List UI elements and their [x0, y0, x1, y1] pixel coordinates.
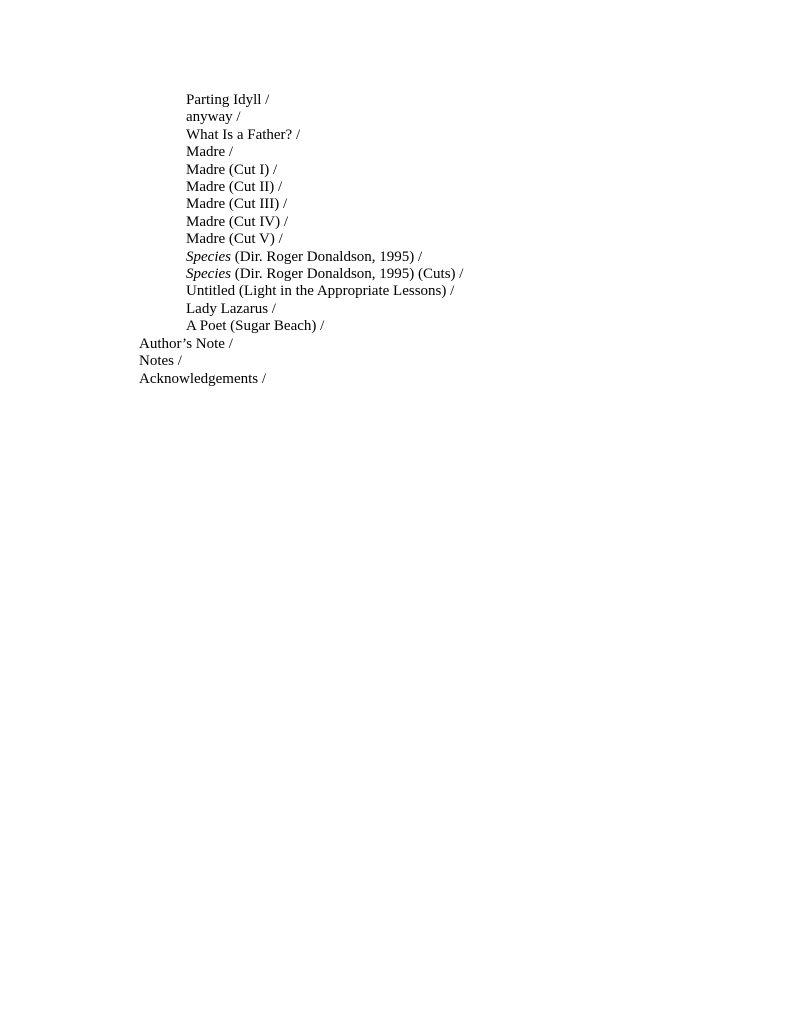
toc-entry-title: (Dir. Roger Donaldson, 1995) /: [230, 248, 423, 265]
toc-entry-authors-note: [139, 336, 463, 353]
toc-entry-title: Madre (Cut I) /: [186, 161, 278, 178]
toc-entry-italic-title: Species: [186, 266, 231, 283]
toc-entry-title: Madre (Cut V) /: [186, 231, 283, 248]
toc-entry-madre: [139, 144, 463, 161]
toc-entry-italic-title: Species: [186, 248, 231, 265]
toc-entry-title: (Dir. Roger Donaldson, 1995) (Cuts) /: [230, 266, 464, 283]
toc-entry-a-poet: [139, 318, 463, 335]
toc-entry-title: Madre (Cut II) /: [186, 179, 283, 196]
toc-entry-madre-cut-2: [139, 179, 463, 196]
toc-entry-title: Parting Idyll /: [186, 92, 270, 108]
toc-entry-title: Madre (Cut III) /: [186, 196, 288, 213]
toc-entry-madre-cut-4: [139, 214, 463, 231]
toc-entry-acknowledgements: [139, 371, 463, 388]
toc-entry-title: anyway /: [186, 109, 241, 126]
toc-entry-title: Author’s Note /: [139, 335, 233, 352]
toc-entry-title: Untitled (Light in the Appropriate Lessons) /: [186, 283, 455, 300]
toc-entry-title: Notes /: [139, 353, 182, 370]
toc-entry-title: A Poet (Sugar Beach) /: [186, 318, 325, 335]
toc-entry-title: Acknowledgements /: [139, 370, 267, 387]
toc-entry-notes: [139, 353, 463, 370]
toc-entry-madre-cut-1: [139, 162, 463, 179]
toc-entry-anyway: [139, 109, 463, 126]
toc-entry-what-is-a-father: [139, 127, 463, 144]
table-of-contents: [139, 92, 463, 388]
toc-entry-untitled: [139, 283, 463, 300]
toc-entry-species-cuts: [139, 266, 463, 283]
toc-entry-title: Madre (Cut IV) /: [186, 213, 289, 230]
toc-entry-madre-cut-3: [139, 196, 463, 213]
toc-entry-title: Lady Lazarus /: [186, 300, 276, 317]
toc-entry-lady-lazarus: [139, 301, 463, 318]
toc-entry-parting-idyll: [139, 92, 463, 109]
toc-entry-title: Madre /: [186, 144, 234, 161]
toc-entry-madre-cut-5: [139, 231, 463, 248]
toc-entry-title: What Is a Father? /: [186, 126, 301, 143]
toc-entry-species: [139, 249, 463, 266]
